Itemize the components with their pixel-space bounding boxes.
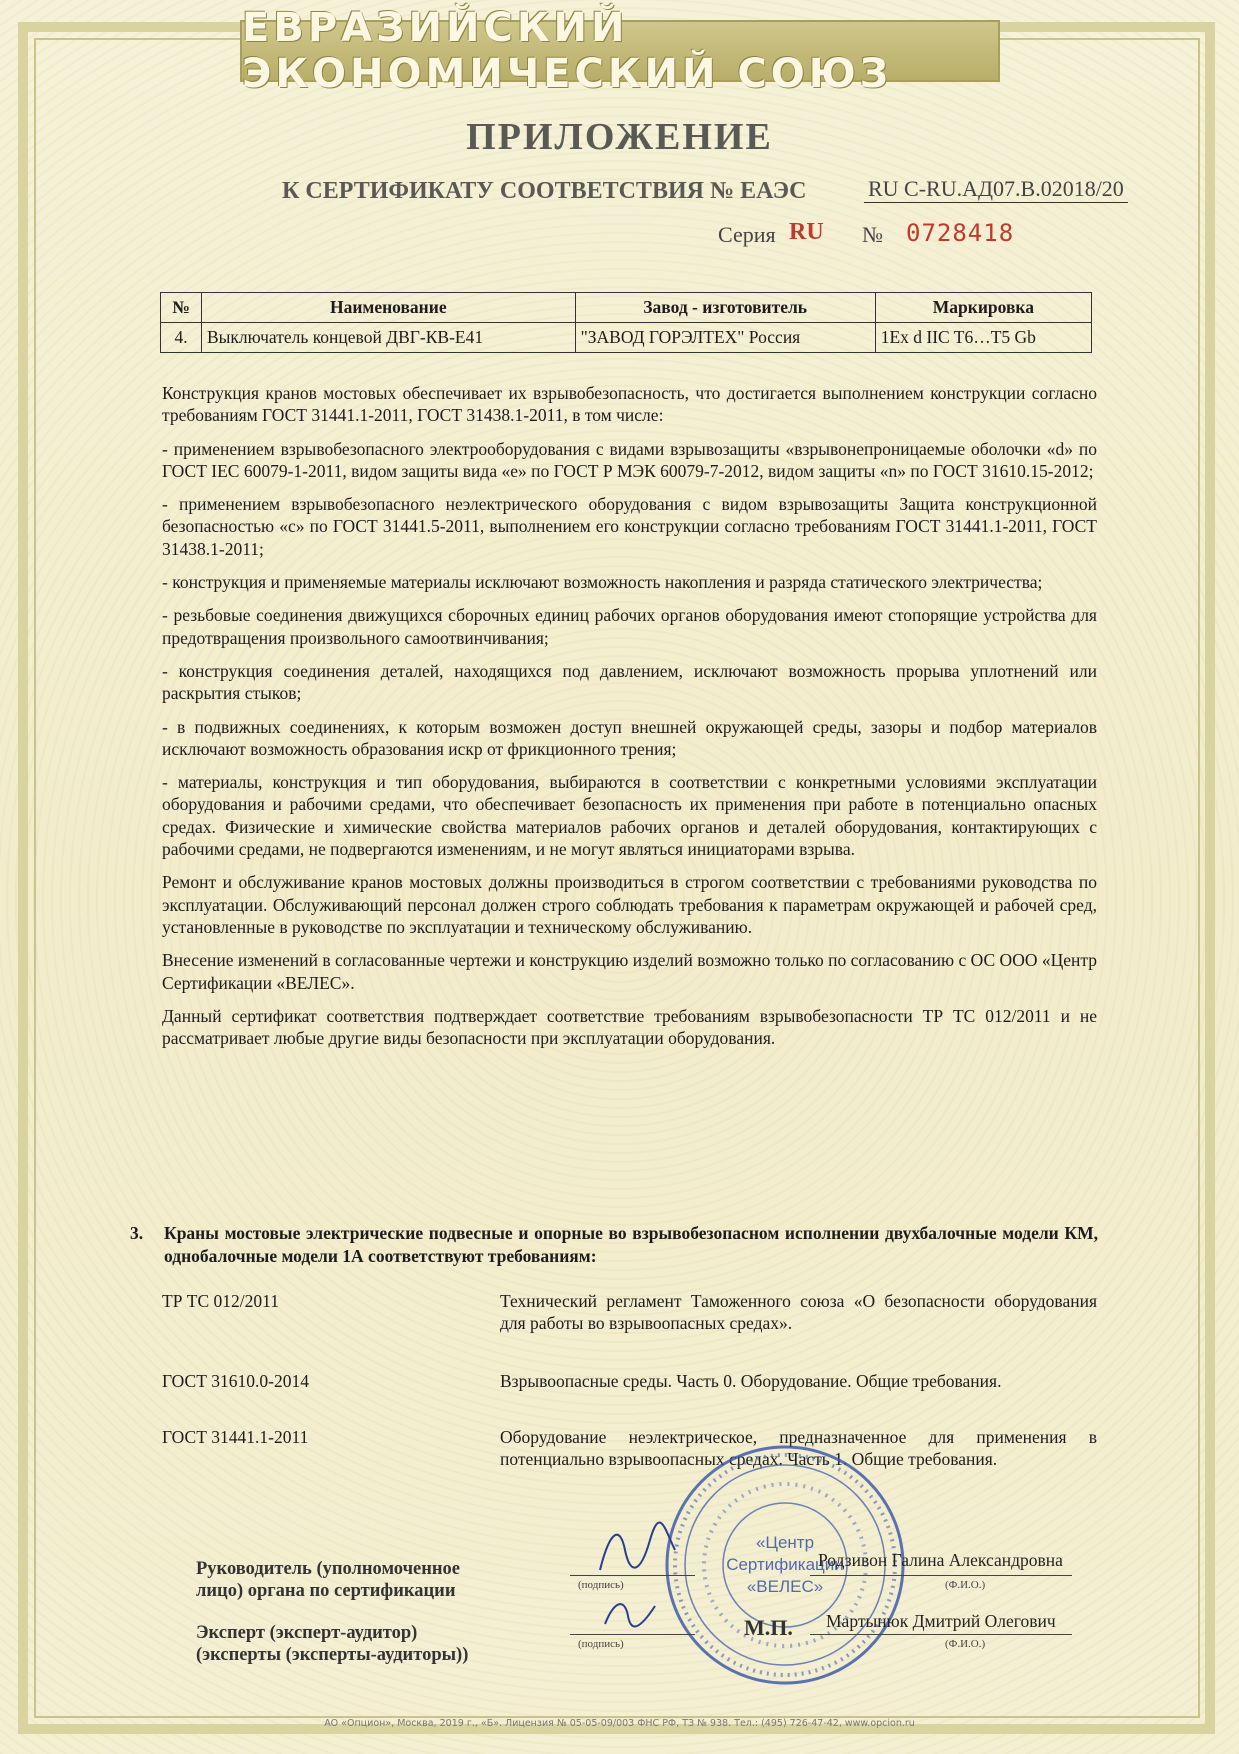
head-label-line-1: Руководитель (уполномоченное [196,1559,461,1579]
regulation-row [162,1370,1097,1392]
regulation-description: Оборудование неэлектрическое, предназначенное для применения в потенциально взрывоопасных средах. Часть 1. Общие требования. [500,1427,1097,1470]
regulation-row [162,1290,1097,1335]
paragraph: - материалы, конструкция и тип оборудования, выбираются в соответствии с конкретными условиями эксплуатации оборудования и рабочими средами, что обеспечивает безопасность их применения при работе в потенциально опасных средах. Физические и химические свойства материалов рабочих органов и деталей оборудования, контактирующих с рабочими средами, не подвергаются изменениям, и не могут являться инициаторами взрыва. [162,772,1097,860]
section-number: 3. [130,1223,144,1243]
table-cell: 4. [161,323,202,353]
table-row [161,323,1092,353]
stamp-center-line-3: «ВЕЛЕС» [746,1577,824,1596]
regulation-code: ГОСТ 31441.1-2011 [162,1427,309,1447]
blank-number: 0728418 [906,219,1015,247]
stamp-center-line-1: «Центр [755,1533,815,1552]
paragraph: - применением взрывобезопасного неэлектрического оборудования с видом взрывозащиты Защита конструкционной безопасностью «с» по ГОСТ 31441.5-2011, выполнением его конструкции согласно требованиям ГОСТ 31441.1-2011, ГОСТ 31438.1-2011; [162,494,1097,559]
section-3-heading [130,1222,1098,1267]
certificate-number: RU С-RU.АД07.В.02018/20 [864,176,1128,203]
column-header: Завод - изготовитель [575,293,875,323]
column-header: № [161,293,202,323]
signature-line [570,1634,695,1635]
fio-line [810,1634,1072,1635]
printer-footer: АО «Опцион», Москва, 2019 г., «Б». Лицензия № 05-05-09/003 ФНС РФ, ТЗ № 938. Тел.: (495) 726-47-42, www.opcion.ru [324,1718,915,1729]
paragraph: - применением взрывобезопасного электрооборудования с видами взрывозащиты «взрывонепроницаемые оболочки «d» по ГОСТ IEC 60079-1-2011, видом защиты вида «е» по ГОСТ Р МЭК 60079-7-2012, видом защиты «n» по ГОСТ 31610.15-2012; [162,438,1097,481]
expert-name: Мартынюк Дмитрий Олегович [826,1611,1056,1631]
expert-label-line-2: (эксперты (эксперты-аудиторы)) [196,1645,469,1665]
paragraph: - в подвижных соединениях, к которым возможен доступ внешней окружающей среды, зазоры и подбор материалов исключают возможность образования искр от фрикционного трения; [162,716,1097,759]
paragraph: - конструкция и применяемые материалы исключают возможность накопления и разряда статического электричества; [162,572,1043,593]
fio-line [810,1575,1072,1576]
regulation-code: ГОСТ 31610.0-2014 [162,1371,309,1391]
paragraph: Данный сертификат соответствия подтверждает соответствие требованиям взрывобезопасности ТР ТС 012/2011 и не рассматривает любые другие виды безопасности при эксплуатации оборудования. [162,1005,1097,1049]
head-name: Родзивон Галина Александровна [818,1550,1063,1570]
column-header: Маркировка [875,293,1091,323]
signature-caption: (подпись) [578,1579,624,1591]
regulation-code: ТР ТС 012/2011 [162,1291,279,1311]
certificate-line: К СЕРТИФИКАТУ СООТВЕТСТВИЯ № ЕАЭС [282,178,807,204]
paragraph: - конструкция соединения деталей, находящихся под давлением, исключают возможность прорыва уплотнений или раскрытия стыков; [162,660,1097,704]
fio-caption: (Ф.И.О.) [945,1638,986,1650]
head-signature [590,1520,680,1580]
expert-signature [600,1594,660,1634]
stamp-center-line-2: Сертификации [726,1555,844,1574]
expert-signatory-label [196,1622,468,1666]
table-header-row [161,293,1092,323]
signature-stroke [605,1604,655,1626]
union-banner [240,5,1000,97]
stamp-place-mark: М.П. [744,1615,793,1640]
signature-stroke [600,1522,675,1570]
signature-line [570,1575,695,1576]
signature-caption: (подпись) [578,1638,624,1650]
paragraph: Внесение изменений в согласованные чертежи и конструкцию изделий возможно только по согласованию с ОС ООО «Центр Сертификации «ВЕЛЕС». [162,950,1097,993]
table-cell: 1Ex d IIC T6…T5 Gb [875,323,1091,353]
paragraph: Конструкция кранов мостовых обеспечивает их взрывобезопасность, что достигается выполнением конструкции согласно требованиям ГОСТ 31441.1-2011, ГОСТ 31438.1-2011, в том числе: [162,383,1097,426]
table-cell: Выключатель концевой ДВГ-КВ-Е41 [202,323,576,353]
paragraph: - резьбовые соединения движущихся сборочных единиц рабочих органов оборудования имеют стопорящие устройства для предотвращения произвольного самоотвинчивания; [162,605,1097,648]
series-value: RU [789,219,824,245]
head-signatory-label [196,1558,460,1602]
column-header: Наименование [202,293,576,323]
body-text [162,382,1097,1060]
expert-label-line-1: Эксперт (эксперт-аудитор) [196,1623,418,1643]
paragraph: Ремонт и обслуживание кранов мостовых должны производиться в строгом соответствии с требованиями руководства по эксплуатации. Обслуживающий персонал должен строго соблюдать требования к параметрам окружающей и рабочей сред, установленные в руководстве по эксплуатации и техническому обслуживанию. [162,872,1097,937]
banner-text: ЕВРАЗИЙСКИЙ ЭКОНОМИЧЕСКИЙ СОЮЗ [242,5,893,97]
fio-caption: (Ф.И.О.) [945,1579,986,1591]
section-text: Краны мостовые электрические подвесные и опорные во взрывобезопасном исполнении двухбалочные модели КМ, однобалочные модели 1А соответствуют требованиям: [164,1223,1098,1266]
head-label-line-2: лицо) органа по сертификации [196,1581,456,1601]
product-table [160,292,1092,353]
table-cell: "ЗАВОД ГОРЭЛТЕХ" Россия [575,323,875,353]
regulation-description: Технический регламент Таможенного союза «О безопасности оборудования для работы во взрывоопасных средах». [500,1291,1097,1334]
regulation-row [162,1426,1097,1471]
regulation-description: Взрывоопасные среды. Часть 0. Оборудование. Общие требования. [500,1371,1002,1391]
page-title: ПРИЛОЖЕНИЕ [466,116,773,158]
number-label: № [862,222,883,247]
series-label: Серия [718,222,776,247]
